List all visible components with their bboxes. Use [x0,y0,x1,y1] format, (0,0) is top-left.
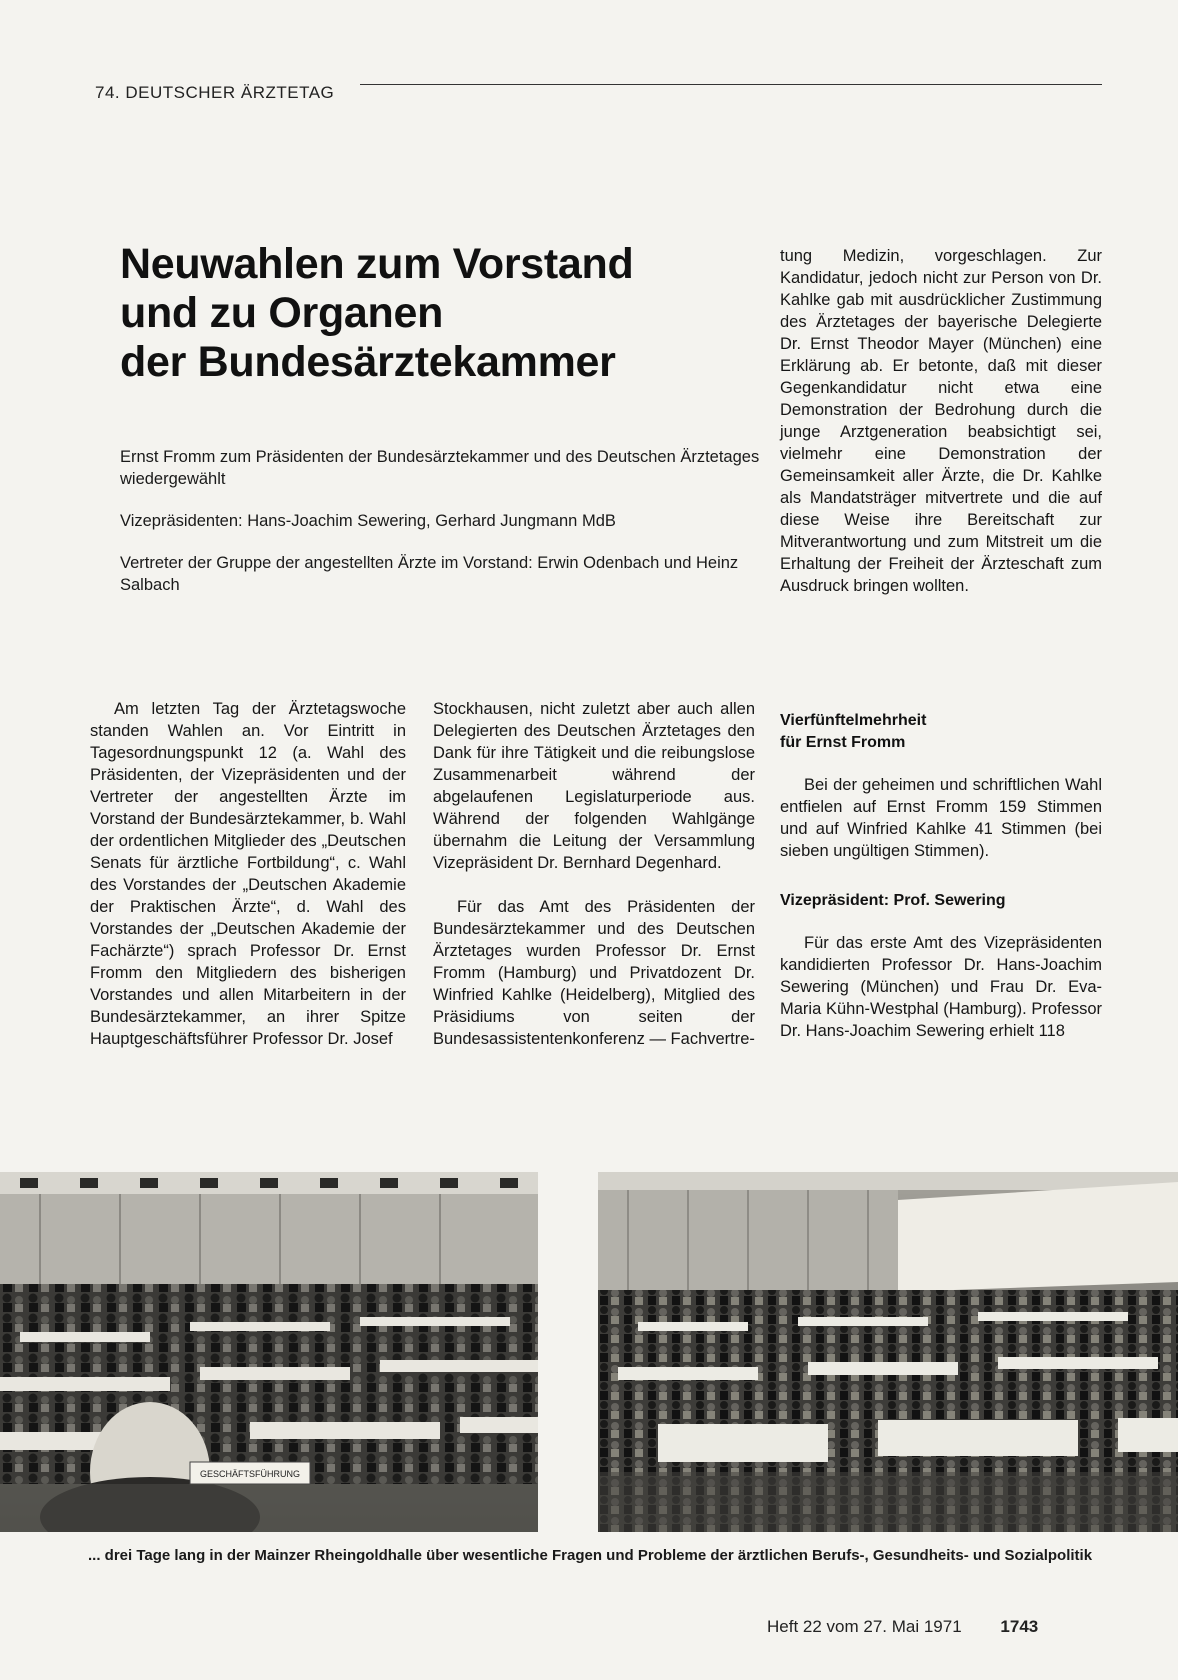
assembly-photo-right-image [598,1172,1178,1532]
body-paragraph: Für das erste Amt des Vizepräsidenten kandidierten Professor Dr. Hans-Joachim Sewering (München) und Frau Dr. Eva-Maria Kühn-Westphal (Hamburg). Professor Dr. Hans-Joachim Sewering erhielt 118 [780,934,1102,1040]
headline-line: Neuwahlen zum Vorstand [120,240,634,288]
text-column-3-top [780,245,1102,597]
body-paragraph: tung Medizin, vorgeschlagen. Zur Kandidatur, jedoch nicht zur Person von Dr. Kahlke gab mit ausdrücklicher Zustimmung des Ärztetages der bayerische Delegierte Dr. Ernst Theodor Mayer (München) eine Erklärung ab. Er betonte, daß mit dieser Gegenkandidatur nicht etwa eine Demonstration der Bedrohung durch die junge Arztgeneration beabsichtigt sei, vielmehr eine Demonstration der Gemeinsamkeit aller Ärzte, die Dr. Kahlke als Mandatsträger mitvertrete und die auf diese Weise ihre Bereitschaft zur Mitverantwortung und zum Mitstreit um die Erhaltung der Freiheit der Ärzteschaft zum Ausdruck bringen wollten. [780,247,1102,595]
page-footer [767,1617,1038,1637]
issue-info: Heft 22 vom 27. Mai 1971 [767,1617,962,1636]
photo-caption: ... drei Tage lang in der Mainzer Rheingoldhalle über wesentliche Fragen und Probleme der ärztlichen Berufs-, Gesundheits- und Sozialpolitik [88,1547,1093,1564]
article-subheads [120,446,760,616]
assembly-photo-right [598,1172,1178,1532]
text-column-1 [90,698,406,1050]
article-headline [120,240,700,387]
body-paragraph: Für das Amt des Präsidenten der Bundesärztekammer und des Deutschen Ärztetages wurden Professor Dr. Ernst Fromm (Hamburg) und Privatdozent Dr. Winfried Kahlke (Heidelberg), Mitglied des Präsidiums von seiten der Bundesassistentenkonferenz — Fachvertre- [433,898,755,1048]
assembly-photo-left-image [0,1172,538,1532]
headline-line: und zu Organen [120,289,444,337]
subhead-president: Ernst Fromm zum Präsidenten der Bundesärztekammer und des Deutschen Ärztetages wiedergewählt [120,448,760,488]
page-number: 1743 [1000,1617,1039,1636]
text-column-3-bottom [780,710,1102,1042]
section-heading-line: für Ernst Fromm [780,734,906,751]
subhead-representatives: Vertreter der Gruppe der angestellten Ärzte im Vorstand: Erwin Odenbach und Heinz Salbach [120,554,739,594]
subhead-vicepresidents: Vizepräsidenten: Hans-Joachim Sewering, Gerhard Jungmann MdB [120,512,616,530]
section-heading-vicepresident: Vizepräsident: Prof. Sewering [780,892,1006,909]
section-heading-majority [780,710,1102,754]
section-label: 74. DEUTSCHER ÄRZTETAG [95,83,335,102]
assembly-photo-left [0,1172,538,1532]
body-paragraph: Bei der geheimen und schriftlichen Wahl entfielen auf Ernst Fromm 159 Stimmen und auf Winfried Kahlke 41 Stimmen (bei sieben ungültigen Stimmen). [780,776,1102,860]
body-paragraph: Am letzten Tag der Ärztetagswoche standen Wahlen an. Vor Eintritt in Tagesordnungspunkt 12 (a. Wahl des Präsidenten, der Vizepräsidenten und der Vertreter der angestellten Ärzte im Vorstand der Bundesärztekammer, b. Wahl der ordentlichen Mitglieder des „Deutschen Senats für ärztliche Fortbildung“, c. Wahl des Vorstandes der „Deutschen Akademie der Praktischen Ärzte“, d. Wahl des Vorstandes der „Deutschen Akademie der Fachärzte“) sprach Professor Dr. Ernst Fromm den Mitgliedern des bisherigen Vorstandes und allen Mitarbeitern in der Bundesärztekammer, an ihrer Spitze Hauptgeschäftsführer Professor Dr. Josef [90,700,406,1048]
section-heading-line: Vierfünftelmehrheit [780,712,927,729]
body-paragraph: Stockhausen, nicht zuletzt aber auch allen Delegierten des Deutschen Ärztetages den Dank für ihre Tätigkeit und die reibungslose Zusammenarbeit während der abgelaufenen Legislaturperiode aus. Während der folgenden Wahlgänge übernahm die Leitung der Versammlung Vizepräsident Dr. Bernhard Degenhard. [433,700,755,872]
header-rule [360,84,1102,85]
headline-line: der Bundesärztekammer [120,338,616,386]
text-column-2 [433,698,755,1050]
sign-label: GESCHÄFTSFÜHRUNG [199,1469,301,1479]
